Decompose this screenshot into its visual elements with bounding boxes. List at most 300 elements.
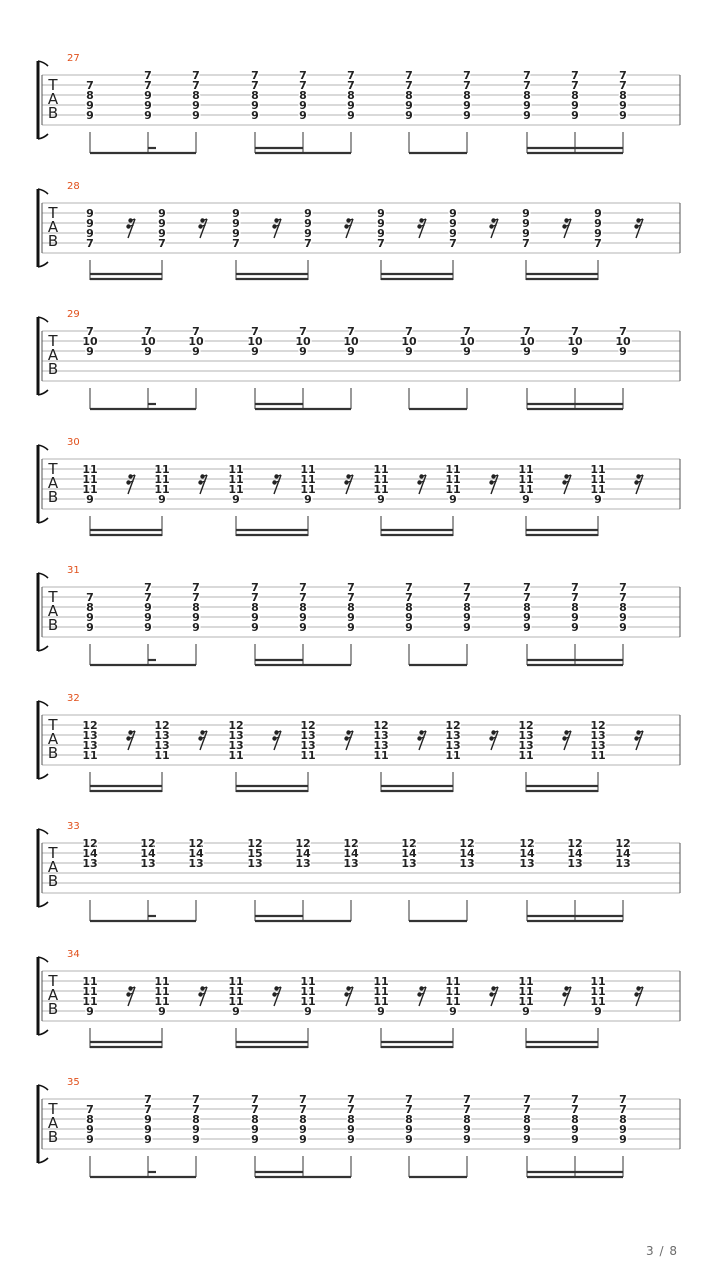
fret-number: 11 bbox=[590, 975, 606, 988]
fret-number: 12 bbox=[615, 837, 631, 850]
fret-number: 7 bbox=[523, 69, 531, 82]
fret-number: 9 bbox=[405, 1133, 413, 1146]
fret-number: 7 bbox=[299, 1103, 307, 1116]
tab-system bbox=[38, 309, 680, 409]
fret-number: 7 bbox=[251, 591, 259, 604]
fret-number: 12 bbox=[300, 719, 316, 732]
fret-number: 9 bbox=[594, 217, 602, 230]
fret-number: 11 bbox=[590, 749, 606, 762]
fret-number: 13 bbox=[188, 857, 204, 870]
fret-number: 12 bbox=[567, 837, 583, 850]
fret-number: 9 bbox=[523, 345, 531, 358]
fret-number: 13 bbox=[519, 857, 535, 870]
fret-number: 9 bbox=[594, 227, 602, 240]
fret-number: 11 bbox=[300, 463, 316, 476]
fret-number: 9 bbox=[571, 99, 579, 112]
fret-number: 7 bbox=[304, 237, 312, 250]
fret-number: 12 bbox=[295, 837, 311, 850]
fret-number: 7 bbox=[523, 581, 531, 594]
fret-number: 11 bbox=[445, 463, 461, 476]
fret-number: 9 bbox=[523, 1123, 531, 1136]
fret-number: 7 bbox=[251, 325, 259, 338]
tab-system bbox=[38, 821, 680, 921]
fret-number: 11 bbox=[590, 985, 606, 998]
fret-number: 7 bbox=[158, 237, 166, 250]
fret-number: 11 bbox=[300, 975, 316, 988]
tab-clef-letter: A bbox=[47, 218, 59, 236]
fret-number: 9 bbox=[463, 99, 471, 112]
fret-number: 12 bbox=[590, 719, 606, 732]
fret-number: 7 bbox=[619, 591, 627, 604]
fret-number: 8 bbox=[619, 89, 627, 102]
fret-number: 9 bbox=[192, 1133, 200, 1146]
fret-number: 11 bbox=[445, 483, 461, 496]
fret-number: 9 bbox=[251, 1133, 259, 1146]
fret-number: 7 bbox=[192, 325, 200, 338]
fret-number: 8 bbox=[463, 1113, 471, 1126]
fret-number: 7 bbox=[463, 1103, 471, 1116]
fret-number: 9 bbox=[571, 345, 579, 358]
fret-number: 11 bbox=[154, 985, 170, 998]
fret-number: 14 bbox=[343, 847, 359, 860]
fret-number: 11 bbox=[82, 749, 98, 762]
fret-number: 11 bbox=[445, 985, 461, 998]
fret-number: 8 bbox=[347, 601, 355, 614]
fret-number: 9 bbox=[232, 1005, 240, 1018]
fret-number: 11 bbox=[154, 473, 170, 486]
fret-number: 7 bbox=[405, 1093, 413, 1106]
fret-number: 9 bbox=[144, 99, 152, 112]
fret-number: 9 bbox=[144, 1113, 152, 1126]
fret-number: 12 bbox=[519, 837, 535, 850]
fret-number: 9 bbox=[347, 1133, 355, 1146]
fret-number: 9 bbox=[449, 227, 457, 240]
fret-number: 7 bbox=[405, 581, 413, 594]
fret-number: 9 bbox=[449, 207, 457, 220]
fret-number: 8 bbox=[619, 601, 627, 614]
fret-number: 11 bbox=[82, 995, 98, 1008]
fret-number: 9 bbox=[619, 611, 627, 624]
fret-number: 13 bbox=[615, 857, 631, 870]
fret-number: 13 bbox=[140, 857, 156, 870]
fret-number: 9 bbox=[523, 109, 531, 122]
tab-clef-letter: T bbox=[48, 588, 58, 606]
fret-number: 9 bbox=[522, 217, 530, 230]
fret-number: 7 bbox=[347, 69, 355, 82]
fret-number: 7 bbox=[192, 581, 200, 594]
fret-number: 7 bbox=[405, 1103, 413, 1116]
fret-number: 7 bbox=[251, 581, 259, 594]
fret-number: 7 bbox=[299, 581, 307, 594]
tab-clef-letter: B bbox=[47, 1128, 59, 1146]
fret-number: 13 bbox=[445, 739, 461, 752]
fret-number: 9 bbox=[377, 227, 385, 240]
fret-number: 11 bbox=[228, 749, 244, 762]
fret-number: 8 bbox=[619, 1113, 627, 1126]
fret-number: 9 bbox=[144, 601, 152, 614]
fret-number: 7 bbox=[86, 591, 94, 604]
tab-clef-letter: B bbox=[47, 872, 59, 890]
fret-number: 7 bbox=[192, 1093, 200, 1106]
fret-number: 9 bbox=[304, 207, 312, 220]
fret-number: 11 bbox=[82, 985, 98, 998]
fret-number: 9 bbox=[449, 493, 457, 506]
fret-number: 8 bbox=[405, 1113, 413, 1126]
fret-number: 12 bbox=[343, 837, 359, 850]
fret-number: 14 bbox=[615, 847, 631, 860]
fret-number: 11 bbox=[518, 975, 534, 988]
fret-number: 9 bbox=[594, 207, 602, 220]
fret-number: 13 bbox=[300, 739, 316, 752]
fret-number: 11 bbox=[154, 975, 170, 988]
fret-number: 10 bbox=[140, 335, 156, 348]
fret-number: 13 bbox=[300, 729, 316, 742]
fret-number: 11 bbox=[373, 463, 389, 476]
fret-number: 9 bbox=[463, 1123, 471, 1136]
fret-number: 8 bbox=[523, 1113, 531, 1126]
fret-number: 9 bbox=[523, 621, 531, 634]
fret-number: 13 bbox=[590, 739, 606, 752]
fret-number: 9 bbox=[144, 345, 152, 358]
fret-number: 9 bbox=[251, 109, 259, 122]
fret-number: 9 bbox=[144, 1123, 152, 1136]
fret-number: 7 bbox=[86, 79, 94, 92]
fret-number: 9 bbox=[347, 1123, 355, 1136]
fret-number: 7 bbox=[463, 69, 471, 82]
tab-clef-letter: T bbox=[48, 460, 58, 478]
fret-number: 13 bbox=[154, 739, 170, 752]
tab-system bbox=[38, 437, 680, 536]
fret-number: 11 bbox=[590, 995, 606, 1008]
fret-number: 7 bbox=[144, 591, 152, 604]
fret-number: 7 bbox=[619, 1093, 627, 1106]
fret-number: 9 bbox=[86, 99, 94, 112]
fret-number: 13 bbox=[567, 857, 583, 870]
tab-clef-letter: T bbox=[48, 204, 58, 222]
fret-number: 9 bbox=[449, 217, 457, 230]
fret-number: 10 bbox=[343, 335, 359, 348]
fret-number: 8 bbox=[405, 601, 413, 614]
fret-number: 8 bbox=[299, 601, 307, 614]
fret-number: 9 bbox=[144, 621, 152, 634]
fret-number: 9 bbox=[158, 227, 166, 240]
fret-number: 9 bbox=[192, 1123, 200, 1136]
fret-number: 7 bbox=[405, 325, 413, 338]
fret-number: 9 bbox=[251, 1123, 259, 1136]
fret-number: 9 bbox=[86, 227, 94, 240]
tab-clef-letter: A bbox=[47, 986, 59, 1004]
fret-number: 9 bbox=[619, 109, 627, 122]
fret-number: 7 bbox=[522, 237, 530, 250]
fret-number: 11 bbox=[300, 483, 316, 496]
fret-number: 7 bbox=[232, 237, 240, 250]
fret-number: 7 bbox=[347, 79, 355, 92]
fret-number: 9 bbox=[463, 345, 471, 358]
fret-number: 7 bbox=[463, 79, 471, 92]
fret-number: 7 bbox=[619, 325, 627, 338]
fret-number: 7 bbox=[523, 79, 531, 92]
fret-number: 13 bbox=[590, 729, 606, 742]
fret-number: 14 bbox=[519, 847, 535, 860]
fret-number: 11 bbox=[518, 473, 534, 486]
fret-number: 8 bbox=[347, 89, 355, 102]
fret-number: 7 bbox=[619, 1103, 627, 1116]
fret-number: 11 bbox=[228, 985, 244, 998]
fret-number: 11 bbox=[445, 975, 461, 988]
fret-number: 9 bbox=[594, 493, 602, 506]
fret-number: 11 bbox=[300, 749, 316, 762]
fret-number: 7 bbox=[86, 1103, 94, 1116]
fret-number: 12 bbox=[154, 719, 170, 732]
fret-number: 9 bbox=[522, 227, 530, 240]
fret-number: 9 bbox=[304, 217, 312, 230]
fret-number: 7 bbox=[405, 69, 413, 82]
fret-number: 13 bbox=[445, 729, 461, 742]
fret-number: 9 bbox=[158, 217, 166, 230]
fret-number: 10 bbox=[188, 335, 204, 348]
fret-number: 11 bbox=[518, 749, 534, 762]
fret-number: 13 bbox=[518, 729, 534, 742]
tab-clef-letter: T bbox=[48, 332, 58, 350]
fret-number: 11 bbox=[300, 985, 316, 998]
measure-number: 33 bbox=[67, 821, 80, 832]
fret-number: 11 bbox=[590, 473, 606, 486]
fret-number: 7 bbox=[619, 69, 627, 82]
fret-number: 9 bbox=[619, 1123, 627, 1136]
fret-number: 9 bbox=[232, 227, 240, 240]
measure-number: 35 bbox=[67, 1077, 80, 1088]
fret-number: 7 bbox=[299, 1093, 307, 1106]
fret-number: 9 bbox=[299, 345, 307, 358]
fret-number: 8 bbox=[86, 1113, 94, 1126]
fret-number: 10 bbox=[567, 335, 583, 348]
fret-number: 8 bbox=[299, 89, 307, 102]
fret-number: 9 bbox=[377, 217, 385, 230]
fret-number: 14 bbox=[459, 847, 475, 860]
fret-number: 9 bbox=[571, 109, 579, 122]
fret-number: 9 bbox=[619, 345, 627, 358]
tab-clef-letter: B bbox=[47, 1000, 59, 1018]
fret-number: 11 bbox=[228, 473, 244, 486]
fret-number: 10 bbox=[247, 335, 263, 348]
fret-number: 14 bbox=[401, 847, 417, 860]
fret-number: 9 bbox=[405, 99, 413, 112]
fret-number: 8 bbox=[523, 601, 531, 614]
fret-number: 7 bbox=[523, 591, 531, 604]
fret-number: 9 bbox=[347, 109, 355, 122]
fret-number: 9 bbox=[405, 345, 413, 358]
fret-number: 7 bbox=[299, 69, 307, 82]
fret-number: 8 bbox=[86, 89, 94, 102]
fret-number: 11 bbox=[373, 985, 389, 998]
fret-number: 9 bbox=[144, 611, 152, 624]
fret-number: 11 bbox=[445, 749, 461, 762]
fret-number: 9 bbox=[86, 345, 94, 358]
fret-number: 9 bbox=[86, 1123, 94, 1136]
fret-number: 11 bbox=[300, 473, 316, 486]
fret-number: 13 bbox=[295, 857, 311, 870]
fret-number: 9 bbox=[522, 1005, 530, 1018]
fret-number: 11 bbox=[82, 975, 98, 988]
tab-clef-letter: B bbox=[47, 360, 59, 378]
fret-number: 12 bbox=[247, 837, 263, 850]
fret-number: 7 bbox=[523, 1103, 531, 1116]
fret-number: 7 bbox=[192, 79, 200, 92]
tab-clef-letter: B bbox=[47, 104, 59, 122]
fret-number: 9 bbox=[232, 207, 240, 220]
fret-number: 8 bbox=[192, 601, 200, 614]
fret-number: 11 bbox=[82, 483, 98, 496]
fret-number: 7 bbox=[251, 69, 259, 82]
tab-clef-letter: T bbox=[48, 716, 58, 734]
fret-number: 7 bbox=[377, 237, 385, 250]
tab-clef-letter: T bbox=[48, 972, 58, 990]
fret-number: 7 bbox=[144, 79, 152, 92]
fret-number: 13 bbox=[228, 729, 244, 742]
fret-number: 11 bbox=[228, 463, 244, 476]
fret-number: 10 bbox=[295, 335, 311, 348]
fret-number: 9 bbox=[251, 345, 259, 358]
tab-clef-letter: B bbox=[47, 488, 59, 506]
fret-number: 7 bbox=[523, 325, 531, 338]
fret-number: 11 bbox=[373, 473, 389, 486]
tab-clef-letter: A bbox=[47, 346, 59, 364]
fret-number: 9 bbox=[86, 217, 94, 230]
tab-system bbox=[38, 53, 680, 153]
fret-number: 7 bbox=[144, 1093, 152, 1106]
fret-number: 9 bbox=[463, 611, 471, 624]
tab-clef-letter: B bbox=[47, 232, 59, 250]
fret-number: 7 bbox=[192, 1103, 200, 1116]
fret-number: 9 bbox=[299, 611, 307, 624]
fret-number: 8 bbox=[251, 89, 259, 102]
tab-system bbox=[38, 565, 680, 665]
fret-number: 7 bbox=[144, 325, 152, 338]
fret-number: 11 bbox=[518, 483, 534, 496]
fret-number: 11 bbox=[82, 463, 98, 476]
fret-number: 7 bbox=[144, 69, 152, 82]
measure-number: 29 bbox=[67, 309, 80, 320]
fret-number: 10 bbox=[82, 335, 98, 348]
tab-clef-letter: A bbox=[47, 730, 59, 748]
tab-system bbox=[38, 181, 680, 280]
fret-number: 7 bbox=[192, 591, 200, 604]
fret-number: 13 bbox=[154, 729, 170, 742]
fret-number: 9 bbox=[299, 109, 307, 122]
fret-number: 7 bbox=[86, 325, 94, 338]
fret-number: 9 bbox=[304, 493, 312, 506]
fret-number: 9 bbox=[522, 207, 530, 220]
fret-number: 8 bbox=[299, 1113, 307, 1126]
fret-number: 9 bbox=[405, 621, 413, 634]
fret-number: 7 bbox=[192, 69, 200, 82]
fret-number: 9 bbox=[594, 1005, 602, 1018]
tab-clef-letter: T bbox=[48, 76, 58, 94]
fret-number: 11 bbox=[590, 463, 606, 476]
fret-number: 9 bbox=[377, 1005, 385, 1018]
fret-number: 13 bbox=[518, 739, 534, 752]
fret-number: 12 bbox=[459, 837, 475, 850]
fret-number: 7 bbox=[405, 79, 413, 92]
fret-number: 9 bbox=[619, 1133, 627, 1146]
page-number: 3 / 8 bbox=[646, 1244, 678, 1258]
fret-number: 11 bbox=[373, 749, 389, 762]
fret-number: 12 bbox=[188, 837, 204, 850]
fret-number: 9 bbox=[347, 99, 355, 112]
fret-number: 11 bbox=[518, 985, 534, 998]
fret-number: 11 bbox=[228, 483, 244, 496]
tab-clef-letter: T bbox=[48, 844, 58, 862]
fret-number: 7 bbox=[619, 79, 627, 92]
fret-number: 11 bbox=[373, 975, 389, 988]
fret-number: 9 bbox=[304, 1005, 312, 1018]
fret-number: 9 bbox=[347, 345, 355, 358]
fret-number: 9 bbox=[304, 227, 312, 240]
tab-clef-letter: A bbox=[47, 1114, 59, 1132]
fret-number: 7 bbox=[347, 325, 355, 338]
fret-number: 11 bbox=[445, 995, 461, 1008]
fret-number: 9 bbox=[523, 611, 531, 624]
fret-number: 12 bbox=[401, 837, 417, 850]
fret-number: 9 bbox=[347, 621, 355, 634]
fret-number: 7 bbox=[251, 79, 259, 92]
measure-number: 31 bbox=[67, 565, 80, 576]
fret-number: 13 bbox=[459, 857, 475, 870]
fret-number: 7 bbox=[405, 591, 413, 604]
fret-number: 8 bbox=[347, 1113, 355, 1126]
fret-number: 7 bbox=[251, 1103, 259, 1116]
fret-number: 8 bbox=[463, 601, 471, 614]
fret-number: 7 bbox=[571, 325, 579, 338]
fret-number: 11 bbox=[228, 995, 244, 1008]
fret-number: 8 bbox=[405, 89, 413, 102]
fret-number: 8 bbox=[86, 601, 94, 614]
fret-number: 7 bbox=[144, 1103, 152, 1116]
measure-number: 30 bbox=[67, 437, 80, 448]
fret-number: 9 bbox=[158, 493, 166, 506]
fret-number: 11 bbox=[518, 995, 534, 1008]
fret-number: 9 bbox=[299, 1133, 307, 1146]
fret-number: 11 bbox=[228, 975, 244, 988]
fret-number: 7 bbox=[449, 237, 457, 250]
fret-number: 10 bbox=[401, 335, 417, 348]
fret-number: 9 bbox=[251, 99, 259, 112]
fret-number: 9 bbox=[405, 1123, 413, 1136]
fret-number: 8 bbox=[192, 1113, 200, 1126]
fret-number: 7 bbox=[299, 325, 307, 338]
fret-number: 10 bbox=[459, 335, 475, 348]
fret-number: 14 bbox=[140, 847, 156, 860]
measure-number: 34 bbox=[67, 949, 80, 960]
fret-number: 14 bbox=[567, 847, 583, 860]
fret-number: 7 bbox=[251, 1093, 259, 1106]
fret-number: 9 bbox=[405, 109, 413, 122]
fret-number: 9 bbox=[299, 99, 307, 112]
fret-number: 9 bbox=[522, 493, 530, 506]
fret-number: 11 bbox=[82, 473, 98, 486]
fret-number: 7 bbox=[299, 79, 307, 92]
fret-number: 7 bbox=[347, 591, 355, 604]
fret-number: 7 bbox=[523, 1093, 531, 1106]
fret-number: 9 bbox=[86, 1005, 94, 1018]
tab-clef-letter: A bbox=[47, 602, 59, 620]
fret-number: 9 bbox=[192, 99, 200, 112]
fret-number: 12 bbox=[228, 719, 244, 732]
fret-number: 11 bbox=[590, 483, 606, 496]
fret-number: 9 bbox=[449, 1005, 457, 1018]
fret-number: 9 bbox=[299, 1123, 307, 1136]
fret-number: 7 bbox=[347, 1093, 355, 1106]
